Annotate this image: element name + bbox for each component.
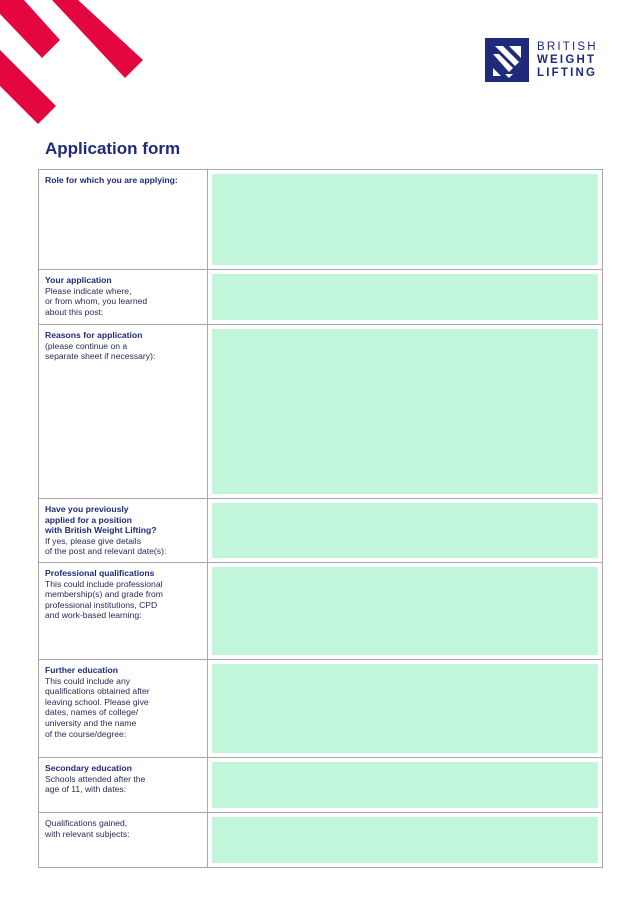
field-container	[208, 170, 602, 269]
row-description: If yes, please give details of the post and relevant date(s):	[45, 535, 167, 557]
reasons-field[interactable]	[212, 329, 598, 494]
row-description: (please continue on a separate sheet if necessary):	[45, 340, 156, 362]
form-row-previous-application	[39, 499, 602, 563]
row-label	[39, 499, 208, 562]
row-label	[39, 270, 208, 324]
row-description: Qualifications gained, with relevant subjects:	[45, 818, 130, 839]
row-description: This could include professional membership(s) and grade from professional institutions, CPD and work-based learning:	[45, 578, 163, 621]
field-container	[208, 563, 602, 659]
application-form	[38, 169, 603, 868]
role-field[interactable]	[212, 174, 598, 265]
stripe-top-left	[0, 0, 60, 58]
row-label	[39, 170, 208, 269]
secondary-education-field[interactable]	[212, 762, 598, 808]
qualifications-gained-field[interactable]	[212, 817, 598, 863]
further-education-field[interactable]	[212, 664, 598, 753]
previous-application-field[interactable]	[212, 503, 598, 558]
field-container	[208, 813, 602, 867]
row-label	[39, 758, 208, 812]
row-label	[39, 563, 208, 659]
logo-line-3: LIFTING	[537, 66, 598, 79]
row-label	[39, 660, 208, 757]
row-heading: Professional qualifications	[45, 568, 155, 578]
professional-qualifications-field[interactable]	[212, 567, 598, 655]
stripe-bottom-left	[0, 50, 56, 124]
row-heading: Your application	[45, 275, 112, 285]
row-heading: Have you previously applied for a position with British Weight Lifting?	[45, 504, 157, 536]
row-label	[39, 325, 208, 498]
row-heading: Role for which you are applying:	[45, 175, 178, 185]
form-row-reasons	[39, 325, 602, 499]
row-description: Please indicate where, or from whom, you learned about this post:	[45, 285, 148, 317]
stripe-top-right	[52, 0, 143, 78]
field-container	[208, 325, 602, 498]
form-row-role	[39, 170, 602, 270]
form-row-further-education	[39, 660, 602, 758]
logo-line-1: BRITISH	[537, 40, 598, 53]
brand-logo	[485, 38, 598, 82]
your-application-field[interactable]	[212, 274, 598, 320]
decorative-stripes	[0, 0, 160, 130]
field-container	[208, 758, 602, 812]
row-heading: Secondary education	[45, 763, 132, 773]
form-row-secondary-education	[39, 758, 602, 813]
logo-mark-icon	[485, 38, 529, 82]
row-description: This could include any qualifications obtained after leaving school. Please give dates, names of college/ university and the name of the course/degree:	[45, 675, 150, 739]
logo-line-2: WEIGHT	[537, 53, 597, 66]
form-row-your-application	[39, 270, 602, 325]
page-title: Application form	[45, 139, 181, 158]
field-container	[208, 660, 602, 757]
row-heading: Reasons for application	[45, 330, 143, 340]
row-label	[39, 813, 208, 867]
field-container	[208, 270, 602, 324]
row-description: Schools attended after the age of 11, with dates:	[45, 773, 146, 795]
form-row-professional-qualifications	[39, 563, 602, 660]
field-container	[208, 499, 602, 562]
form-row-qualifications-gained	[39, 813, 602, 867]
logo-wordmark	[537, 41, 598, 80]
row-heading: Further education	[45, 665, 119, 675]
